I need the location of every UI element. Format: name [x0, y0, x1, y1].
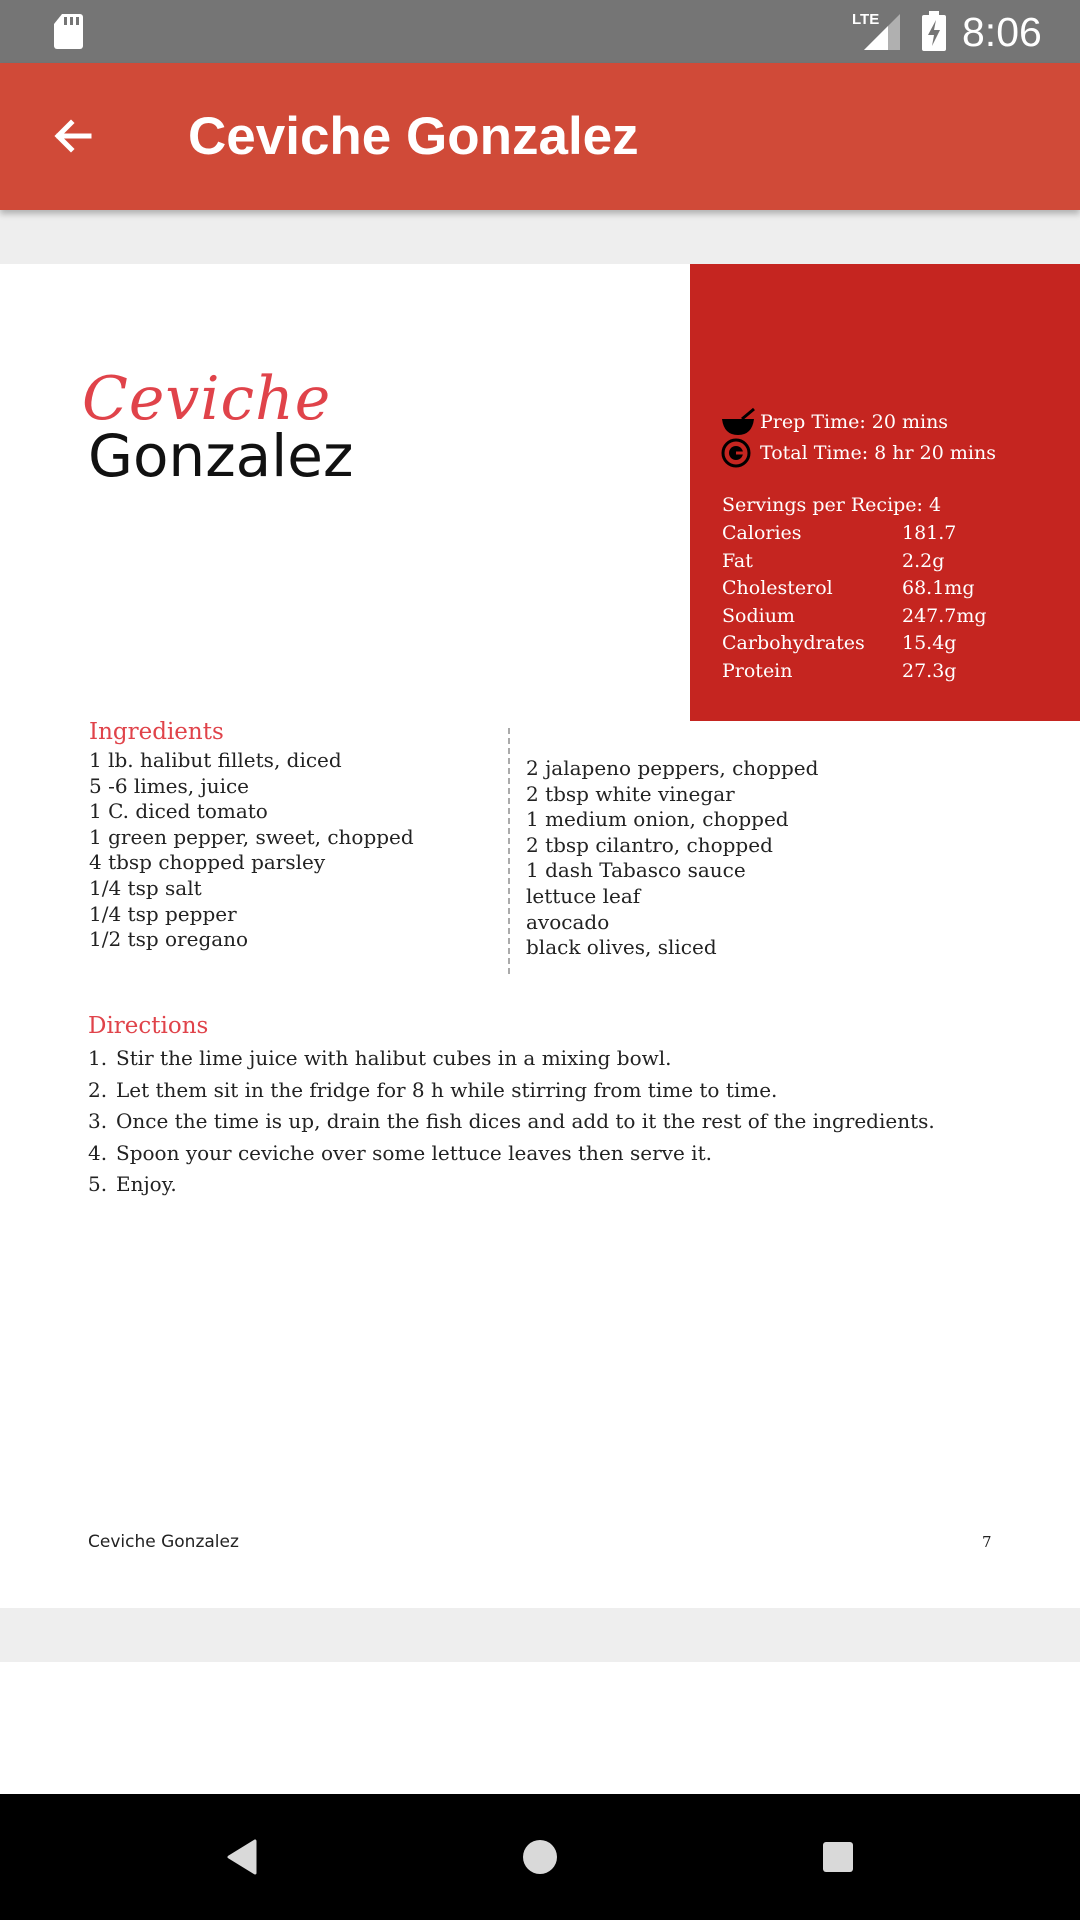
- step-number: 3.: [88, 1109, 108, 1134]
- step-number: 5.: [88, 1172, 108, 1197]
- back-button[interactable]: [40, 103, 106, 169]
- ingredients-heading: Ingredients: [89, 719, 224, 745]
- recipe-page: [0, 264, 1080, 1608]
- ingredient-item: 1/4 tsp salt: [89, 875, 202, 900]
- directions-list: [88, 1046, 935, 1204]
- ingredient-item: 2 jalapeno peppers, chopped: [526, 756, 819, 780]
- lte-signal-icon: [852, 10, 902, 52]
- ingredient-item: avocado: [526, 909, 610, 934]
- sd-card-icon: [52, 12, 84, 50]
- step-text: Stir the lime juice with halibut cubes in a mixing bowl.: [116, 1046, 672, 1070]
- nutrition-label: Sodium: [722, 604, 795, 627]
- nutrition-value: 27.3g: [902, 659, 957, 682]
- directions-heading: Directions: [88, 1013, 209, 1039]
- ingredients-list-right: [526, 756, 818, 961]
- ingredient-item: 2 tbsp white vinegar: [526, 781, 735, 806]
- step-number: 2.: [88, 1077, 108, 1102]
- home-circle-icon: [520, 1837, 560, 1877]
- nutrition-label: Carbohydrates: [722, 632, 865, 654]
- direction-step: [88, 1078, 935, 1110]
- recents-square-icon: [820, 1839, 856, 1875]
- battery-charging-icon: [920, 10, 948, 52]
- nav-back-button[interactable]: [210, 1826, 272, 1888]
- ingredient-item: lettuce leaf: [526, 883, 641, 908]
- page-gap-bottom: [0, 1608, 1080, 1662]
- ingredients-list-left: [89, 748, 414, 953]
- nutrition-value: 2.2g: [902, 549, 945, 572]
- recipe-info-box: [690, 264, 1080, 721]
- nav-home-button[interactable]: [509, 1826, 571, 1888]
- total-time-text: Total Time: 8 hr 20 mins: [760, 442, 996, 464]
- nutrition-label: Fat: [722, 549, 753, 572]
- system-nav-bar: [0, 1794, 1080, 1920]
- status-clock: 8:06: [962, 9, 1042, 55]
- nutrition-label: Cholesterol: [722, 577, 833, 599]
- app-title: Ceviche Gonzalez: [188, 107, 639, 166]
- page-gap-top: [0, 210, 1080, 264]
- ingredient-item: 4 tbsp chopped parsley: [89, 850, 326, 875]
- direction-step: [88, 1046, 935, 1078]
- nutrition-value: 15.4g: [902, 632, 957, 654]
- prep-time-text: Prep Time: 20 mins: [760, 411, 949, 433]
- mixing-bowl-icon: [720, 407, 756, 437]
- ingredient-item: 1/2 tsp oregano: [89, 927, 249, 952]
- ingredient-item: 1 C. diced tomato: [89, 799, 268, 824]
- nutrition-label: Calories: [722, 522, 802, 544]
- ingredient-item: 1 lb. halibut fillets, diced: [89, 748, 342, 772]
- step-text: Spoon your ceviche over some lettuce leaves then serve it.: [116, 1140, 712, 1165]
- svg-text:LTE: LTE: [852, 11, 880, 28]
- step-text: Enjoy.: [116, 1172, 177, 1197]
- nav-recents-button[interactable]: [807, 1826, 869, 1888]
- ingredient-item: 1/4 tsp pepper: [89, 901, 237, 926]
- ingredient-item: 1 medium onion, chopped: [526, 807, 789, 832]
- status-bar: [0, 0, 1080, 63]
- step-text: Once the time is up, drain the fish dices and add to it the rest of the ingredients.: [116, 1109, 935, 1134]
- nutrition-label: Protein: [722, 659, 793, 682]
- arrow-back-icon: [49, 112, 97, 160]
- page-number: 7: [982, 1533, 992, 1551]
- nutrition-value: 247.7mg: [902, 604, 987, 627]
- servings-text: Servings per Recipe: 4: [722, 494, 942, 516]
- step-text: Let them sit in the fridge for 8 h while stirring from time to time.: [116, 1077, 778, 1102]
- direction-step: [88, 1172, 935, 1204]
- total-time-row: [720, 438, 996, 468]
- page-footer-title: Ceviche Gonzalez: [88, 1532, 239, 1552]
- prep-time-row: [720, 407, 948, 437]
- ingredient-item: 5 -6 limes, juice: [89, 773, 250, 798]
- step-number: 4.: [88, 1140, 108, 1165]
- ingredient-item: black olives, sliced: [526, 935, 717, 960]
- document-viewer[interactable]: [0, 210, 1080, 1794]
- direction-step: [88, 1109, 935, 1141]
- nutrition-value: 181.7: [902, 522, 957, 544]
- app-bar: [0, 63, 1080, 210]
- ingredient-item: 1 dash Tabasco sauce: [526, 858, 746, 883]
- ingredient-item: 1 green pepper, sweet, chopped: [89, 824, 414, 849]
- back-triangle-icon: [223, 1837, 259, 1877]
- direction-step: [88, 1141, 935, 1173]
- recipe-logo-script: Ceviche: [82, 364, 332, 434]
- step-number: 1.: [88, 1046, 108, 1070]
- ingredients-divider: [508, 728, 510, 974]
- nutrition-value: 68.1mg: [902, 577, 975, 599]
- timer-icon: [720, 438, 756, 468]
- ingredient-item: 2 tbsp cilantro, chopped: [526, 832, 773, 857]
- recipe-logo-main: Gonzalez: [88, 422, 354, 490]
